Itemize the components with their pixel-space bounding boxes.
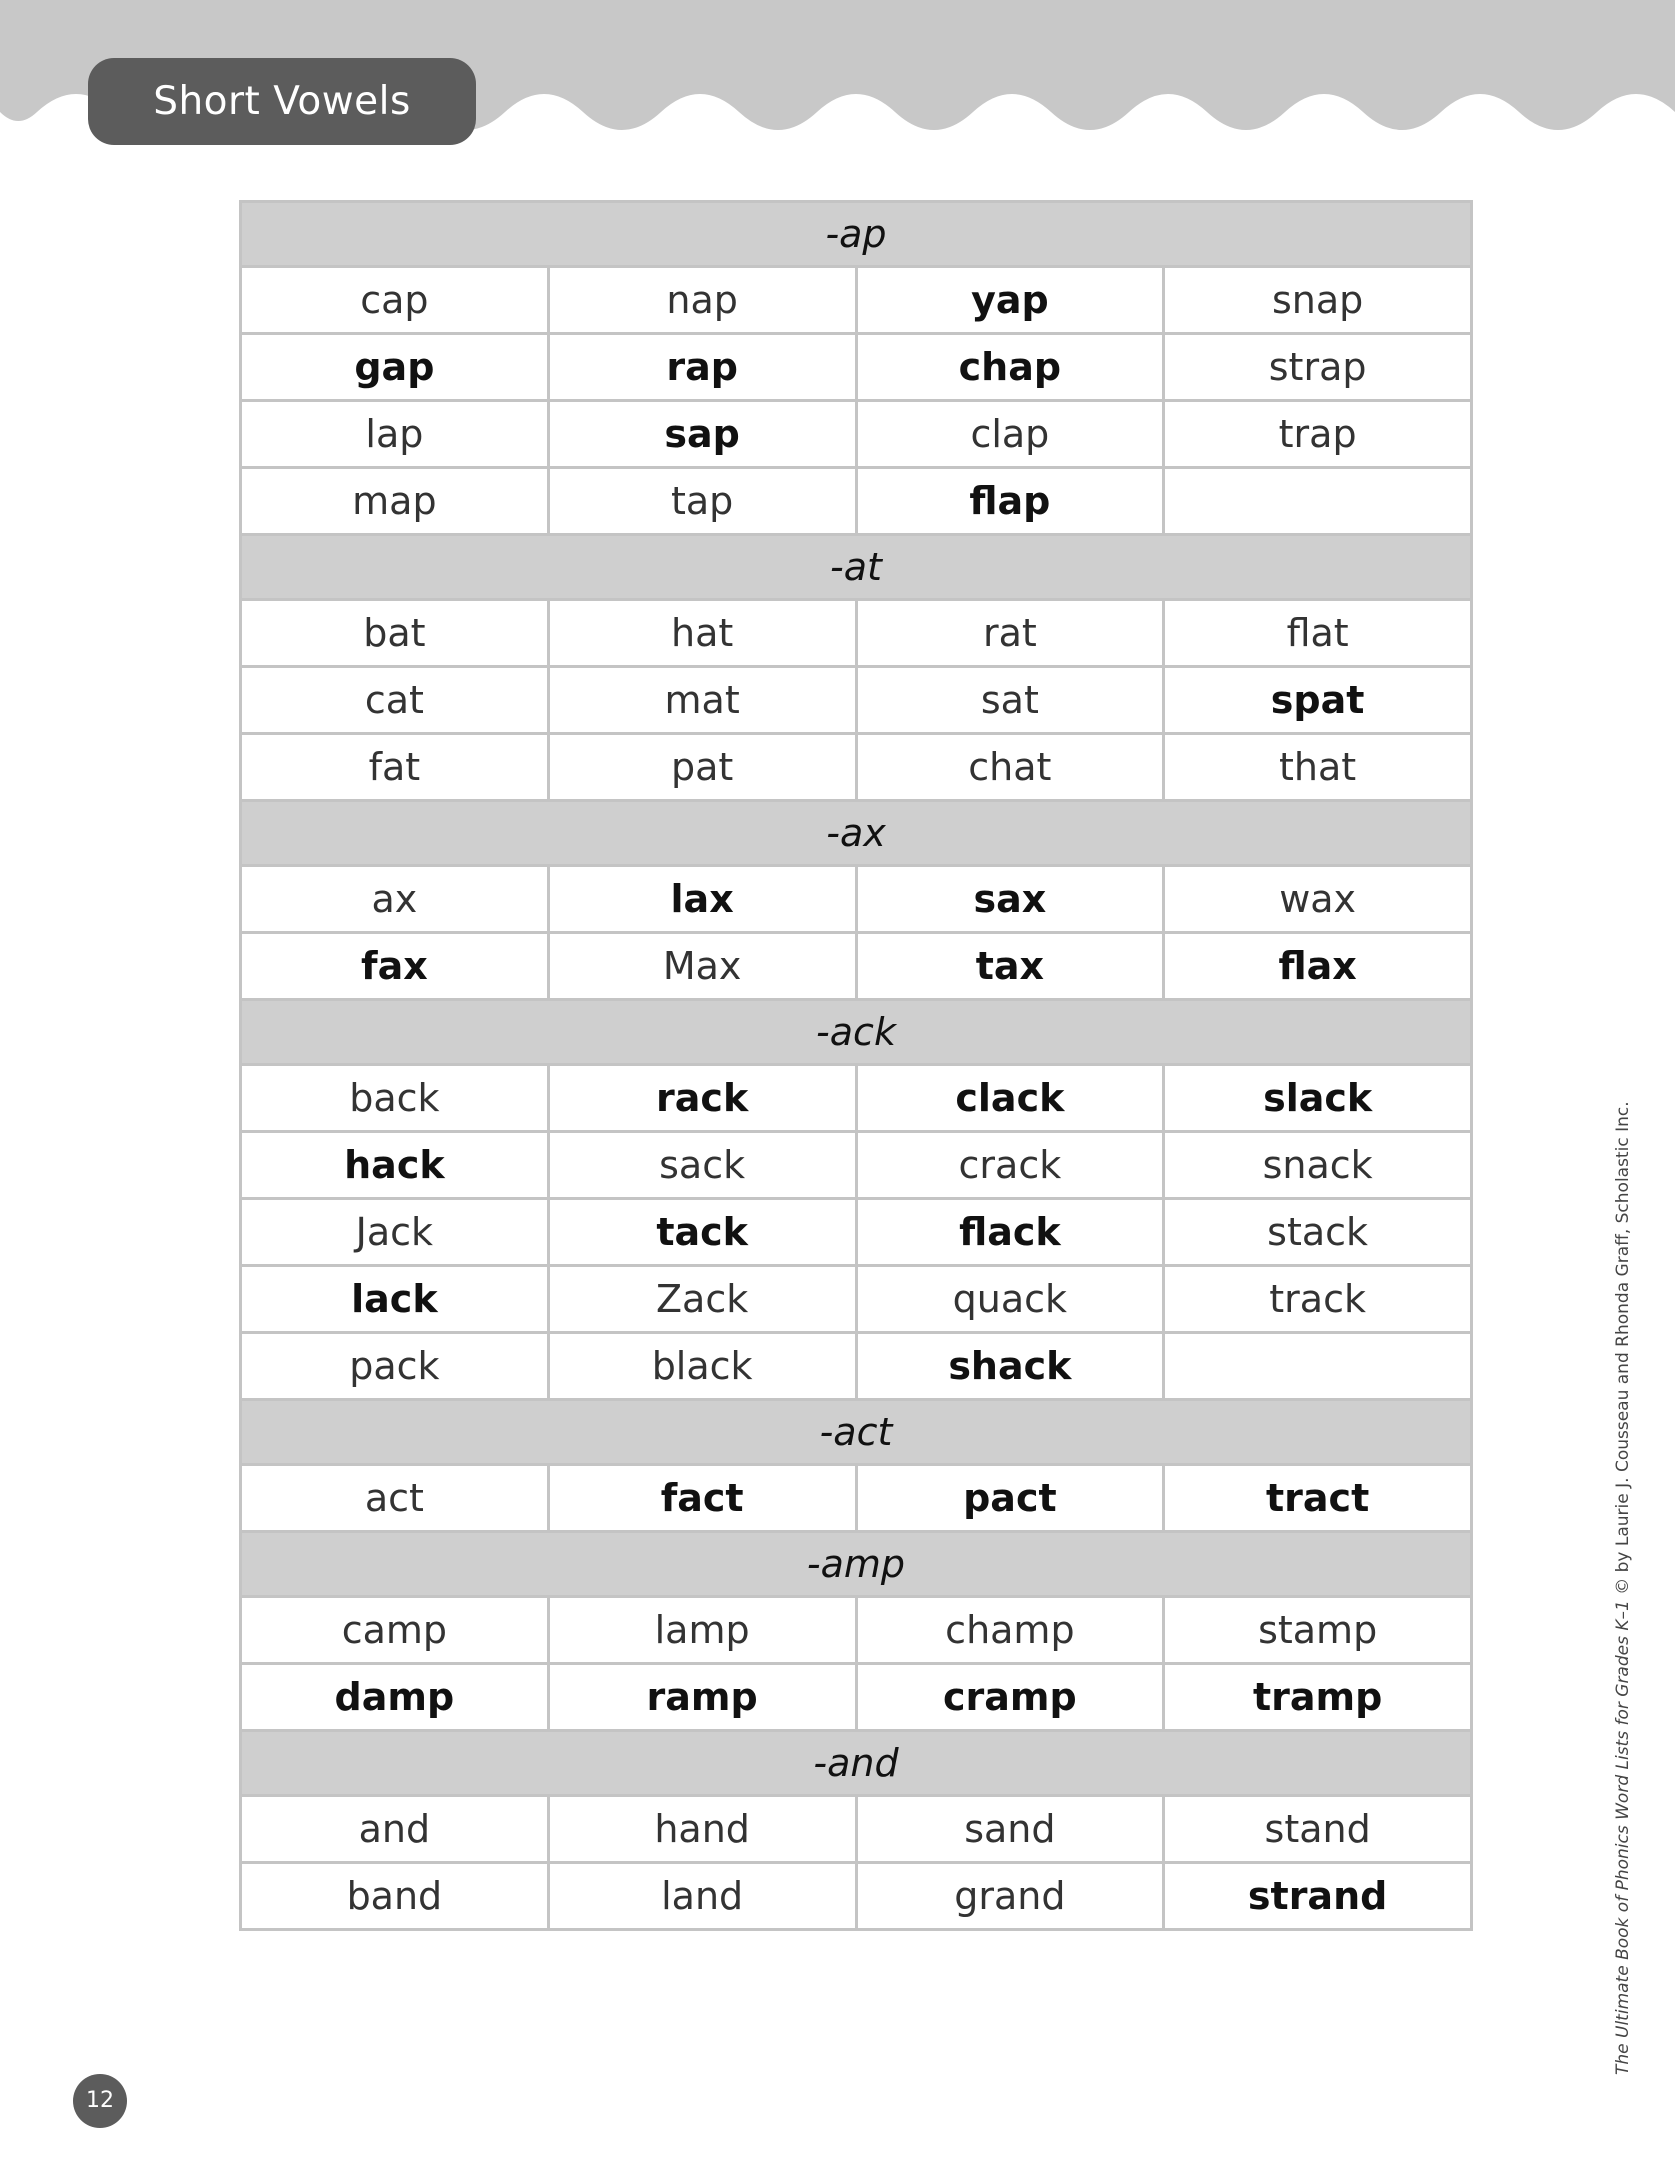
word-cell: crack [856, 1132, 1164, 1199]
table-row [241, 267, 1472, 334]
word-family-header-row [241, 801, 1472, 866]
word-cell: cramp [856, 1664, 1164, 1731]
word-cell: sap [548, 401, 856, 468]
word-cell: cap [241, 267, 549, 334]
word-cell: flat [1164, 600, 1472, 667]
word-cell: bat [241, 600, 549, 667]
word-family-header-row [241, 1000, 1472, 1065]
word-cell: lax [548, 866, 856, 933]
word-cell: grand [856, 1863, 1164, 1930]
word-cell: fact [548, 1465, 856, 1532]
word-family-label: -ap [241, 202, 1472, 267]
word-cell: fat [241, 734, 549, 801]
word-cell: rack [548, 1065, 856, 1132]
word-cell: stamp [1164, 1597, 1472, 1664]
table-row [241, 1863, 1472, 1930]
table-row [241, 334, 1472, 401]
word-cell: spat [1164, 667, 1472, 734]
word-cell: sack [548, 1132, 856, 1199]
word-cell: snap [1164, 267, 1472, 334]
word-family-header-row [241, 1400, 1472, 1465]
word-cell [1164, 468, 1472, 535]
table-row [241, 1266, 1472, 1333]
word-cell: sax [856, 866, 1164, 933]
table-row [241, 1664, 1472, 1731]
word-cell: pack [241, 1333, 549, 1400]
word-table-body [241, 202, 1472, 1930]
word-cell: land [548, 1863, 856, 1930]
word-cell: stand [1164, 1796, 1472, 1863]
word-cell: Jack [241, 1199, 549, 1266]
word-family-header-row [241, 535, 1472, 600]
word-cell: tack [548, 1199, 856, 1266]
table-row [241, 1333, 1472, 1400]
word-cell: Zack [548, 1266, 856, 1333]
table-row [241, 866, 1472, 933]
table-row [241, 667, 1472, 734]
word-cell: lack [241, 1266, 549, 1333]
word-cell: camp [241, 1597, 549, 1664]
word-cell: gap [241, 334, 549, 401]
word-cell: pact [856, 1465, 1164, 1532]
word-cell: rat [856, 600, 1164, 667]
word-cell: chap [856, 334, 1164, 401]
table-row [241, 1132, 1472, 1199]
word-family-label: -ack [241, 1000, 1472, 1065]
table-row [241, 1065, 1472, 1132]
word-cell: rap [548, 334, 856, 401]
word-cell: track [1164, 1266, 1472, 1333]
table-row [241, 401, 1472, 468]
credit-authors: © by Laurie J. Cousseau and Rhonda Graff, Scholastic Inc. [1613, 1101, 1633, 1601]
table-row [241, 734, 1472, 801]
credit-book-title: The Ultimate Book of Phonics Word Lists for Grades K–1 [1613, 1600, 1633, 2075]
word-cell: lamp [548, 1597, 856, 1664]
page-number-badge: 12 [73, 2074, 127, 2128]
section-title-tab: Short Vowels [88, 58, 476, 145]
word-family-label: -and [241, 1731, 1472, 1796]
word-cell: clack [856, 1065, 1164, 1132]
word-cell: that [1164, 734, 1472, 801]
copyright-credit [1613, 1101, 1633, 2075]
word-cell: stack [1164, 1199, 1472, 1266]
word-cell: nap [548, 267, 856, 334]
word-cell: mat [548, 667, 856, 734]
word-family-label: -at [241, 535, 1472, 600]
word-family-header-row [241, 202, 1472, 267]
word-cell: and [241, 1796, 549, 1863]
word-cell: champ [856, 1597, 1164, 1664]
word-cell: hat [548, 600, 856, 667]
word-family-header-row [241, 1532, 1472, 1597]
word-family-label: -ax [241, 801, 1472, 866]
word-cell: tap [548, 468, 856, 535]
word-cell: Max [548, 933, 856, 1000]
word-cell: back [241, 1065, 549, 1132]
word-cell: tramp [1164, 1664, 1472, 1731]
word-cell: pat [548, 734, 856, 801]
word-cell: act [241, 1465, 549, 1532]
table-row [241, 1199, 1472, 1266]
word-cell [1164, 1333, 1472, 1400]
word-cell: band [241, 1863, 549, 1930]
word-cell: sat [856, 667, 1164, 734]
word-cell: strap [1164, 334, 1472, 401]
word-cell: chat [856, 734, 1164, 801]
word-cell: fax [241, 933, 549, 1000]
table-row [241, 933, 1472, 1000]
word-cell: hack [241, 1132, 549, 1199]
word-cell: ramp [548, 1664, 856, 1731]
word-cell: map [241, 468, 549, 535]
word-family-table [239, 200, 1473, 1931]
table-row [241, 1796, 1472, 1863]
table-row [241, 468, 1472, 535]
word-cell: lap [241, 401, 549, 468]
word-cell: tax [856, 933, 1164, 1000]
word-cell: snack [1164, 1132, 1472, 1199]
table-row [241, 1465, 1472, 1532]
word-cell: yap [856, 267, 1164, 334]
word-cell: tract [1164, 1465, 1472, 1532]
word-cell: sand [856, 1796, 1164, 1863]
word-cell: flack [856, 1199, 1164, 1266]
word-cell: damp [241, 1664, 549, 1731]
table-row [241, 600, 1472, 667]
word-cell: shack [856, 1333, 1164, 1400]
word-family-label: -amp [241, 1532, 1472, 1597]
word-cell: trap [1164, 401, 1472, 468]
table-row [241, 1597, 1472, 1664]
word-cell: flap [856, 468, 1164, 535]
word-cell: ax [241, 866, 549, 933]
word-cell: clap [856, 401, 1164, 468]
word-cell: cat [241, 667, 549, 734]
word-cell: strand [1164, 1863, 1472, 1930]
word-cell: wax [1164, 866, 1472, 933]
word-family-label: -act [241, 1400, 1472, 1465]
word-cell: hand [548, 1796, 856, 1863]
word-family-header-row [241, 1731, 1472, 1796]
word-cell: flax [1164, 933, 1472, 1000]
word-cell: quack [856, 1266, 1164, 1333]
word-cell: slack [1164, 1065, 1472, 1132]
word-cell: black [548, 1333, 856, 1400]
